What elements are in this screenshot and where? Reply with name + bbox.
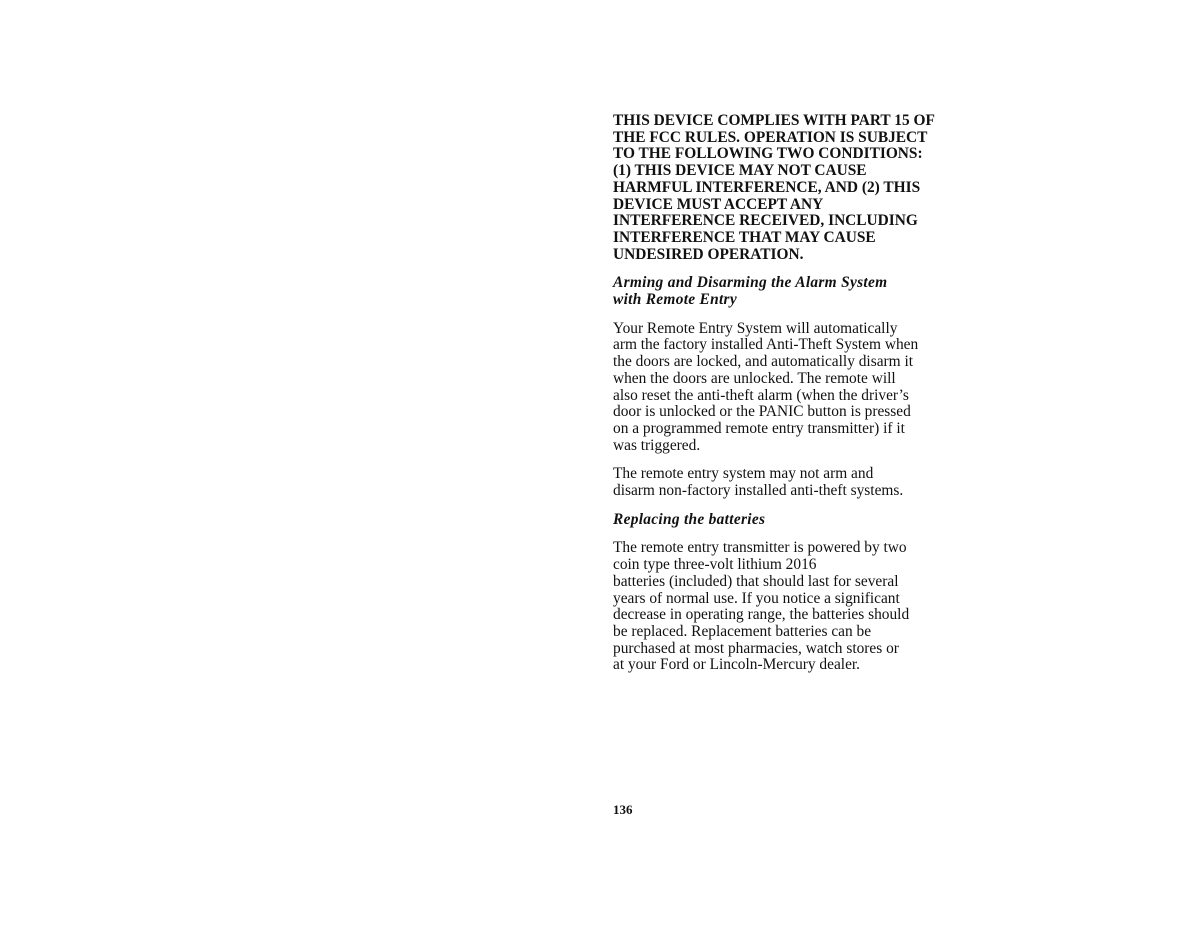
- heading-line: with Remote Entry: [613, 291, 737, 309]
- paragraph-line: years of normal use. If you notice a significant: [613, 589, 900, 607]
- fcc-notice-line: THIS DEVICE COMPLIES WITH PART 15 OF: [613, 112, 935, 129]
- manual-page-column: [613, 113, 963, 686]
- paragraph-line: Your Remote Entry System will automatically: [613, 319, 898, 337]
- paragraph-line: arm the factory installed Anti-Theft System when: [613, 336, 919, 354]
- fcc-notice-line: THE FCC RULES. OPERATION IS SUBJECT: [613, 128, 928, 146]
- fcc-notice-line: INTERFERENCE RECEIVED, INCLUDING: [613, 212, 918, 230]
- arming-paragraph-2: [613, 466, 963, 499]
- paragraph-line: decrease in operating range, the batteries should: [613, 606, 910, 624]
- page-number: 136: [613, 802, 633, 817]
- paragraph-line: on a programmed remote entry transmitter) if it: [613, 419, 905, 437]
- paragraph-line: was triggered.: [613, 436, 701, 454]
- fcc-notice-line: (1) THIS DEVICE MAY NOT CAUSE: [613, 162, 867, 180]
- fcc-notice-line: TO THE FOLLOWING TWO CONDITIONS:: [613, 145, 923, 163]
- heading-line: Arming and Disarming the Alarm System: [613, 274, 888, 292]
- paragraph-line: purchased at most pharmacies, watch stores or: [613, 639, 899, 657]
- paragraph-line: when the doors are unlocked. The remote will: [613, 369, 896, 387]
- fcc-notice-line: HARMFUL INTERFERENCE, AND (2) THIS: [613, 178, 921, 196]
- fcc-notice-line: DEVICE MUST ACCEPT ANY: [613, 195, 824, 213]
- paragraph-line: coin type three-volt lithium 2016: [613, 556, 817, 574]
- paragraph-line: be replaced. Replacement batteries can be: [613, 622, 872, 640]
- paragraph-line: batteries (included) that should last for several: [613, 572, 899, 590]
- paragraph-line: the doors are locked, and automatically disarm it: [613, 353, 914, 371]
- heading-line: Replacing the batteries: [613, 510, 766, 528]
- paragraph-line: also reset the anti-theft alarm (when the driver’s: [613, 386, 909, 404]
- paragraph-line: door is unlocked or the PANIC button is pressed: [613, 403, 911, 421]
- batteries-paragraph: [613, 540, 963, 674]
- fcc-compliance-notice: [613, 113, 963, 263]
- paragraph-line: at your Ford or Lincoln-Mercury dealer.: [613, 656, 861, 674]
- paragraph-line: The remote entry system may not arm and: [613, 465, 874, 483]
- paragraph-line: The remote entry transmitter is powered by two: [613, 539, 907, 557]
- arming-section-heading: [613, 275, 963, 308]
- batteries-section-heading: [613, 512, 963, 529]
- arming-paragraph-1: [613, 321, 963, 455]
- fcc-notice-line: UNDESIRED OPERATION.: [613, 245, 804, 263]
- paragraph-line: disarm non-factory installed anti-theft systems.: [613, 482, 904, 500]
- fcc-notice-line: INTERFERENCE THAT MAY CAUSE: [613, 228, 876, 246]
